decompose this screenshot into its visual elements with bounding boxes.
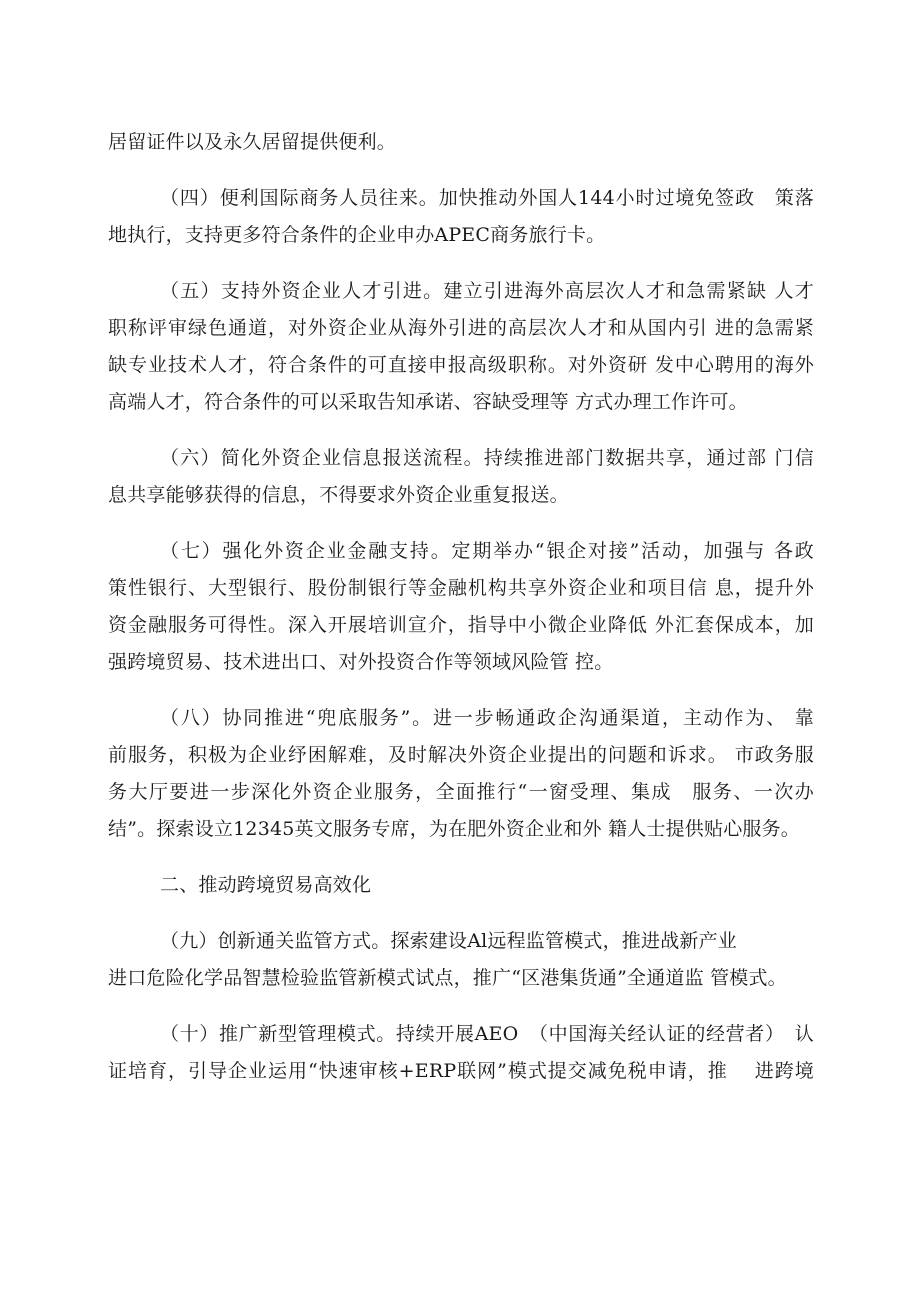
text-line: 缺专业技术人才，符合条件的可直接申报高级职称。对外资研 发中心聘用的海外	[108, 354, 814, 376]
paragraph-item-6	[108, 440, 814, 514]
text-line: 居留证件以及永久居留提供便利。	[108, 131, 397, 153]
section-heading	[108, 867, 814, 904]
paragraph-item-5	[108, 273, 814, 421]
text-line: （五）支持外资企业人才引进。建立引进海外高层次人才和急需紧缺 人才	[160, 280, 814, 302]
section-heading-text: 二、推动跨境贸易高效化	[160, 874, 372, 896]
text-line: （十）推广新型管理模式。持续开展AEO （中国海关经认证的经营者） 认	[160, 1023, 814, 1045]
text-line: 务大厅要进一步深化外资企业服务，全面推行“一窗受理、集成 服务、一次办	[108, 781, 814, 803]
text-line: （六）简化外资企业信息报送流程。持续推进部门数据共享，通过部 门信	[160, 447, 814, 469]
paragraph-item-9	[108, 923, 814, 997]
text-line: 职称评审绿色通道，对外资企业从海外引进的高层次人才和从国内引 进的急需紧	[108, 317, 814, 339]
text-line: （九）创新通关监管方式。探索建设Al远程监管模式，推进战新产业	[160, 930, 737, 952]
text-line: 高端人才，符合条件的可以采取告知承诺、容缺受理等 方式办理工作许可。	[108, 391, 748, 413]
text-line: 息共享能够获得的信息，不得要求外资企业重复报送。	[108, 484, 569, 506]
text-line: （八）协同推进“兜底服务”。进一步畅通政企沟通渠道，主动作为、 靠	[160, 707, 814, 729]
text-line: 策性银行、大型银行、股份制银行等金融机构共享外资企业和项目信 息，提升外	[108, 577, 814, 599]
paragraph-item-4	[108, 180, 814, 254]
text-line: 强跨境贸易、技术进出口、对外投资合作等领域风险管 控。	[108, 651, 614, 673]
paragraph-item-7	[108, 533, 814, 681]
text-line: 证培育，引导企业运用“快速审核+ERP联网”模式提交减免税申请，推 进跨境	[108, 1060, 814, 1082]
text-line: 地执行，支持更多符合条件的企业申办APEC商务旅行卡。	[108, 224, 606, 246]
text-line: 前服务，积极为企业纾困解难，及时解决外资企业提出的问题和诉求。 市政务服	[108, 744, 814, 766]
document-page	[108, 124, 814, 1090]
paragraph-item-8	[108, 700, 814, 848]
paragraph-residence-continued	[108, 124, 814, 161]
text-line: 资金融服务可得性。深入开展培训宣介，指导中小微企业降低 外汇套保成本，加	[108, 614, 814, 636]
text-line: 进口危险化学品智慧检验监管新模式试点，推广“区港集货通”全通道监 管模式。	[108, 967, 787, 989]
paragraph-item-10	[108, 1016, 814, 1090]
text-line: 结”。探索设立12345英文服务专席，为在肥外资企业和外 籍人士提供贴心服务。	[108, 818, 800, 840]
text-line: （七）强化外资企业金融支持。定期举办“银企对接”活动，加强与 各政	[160, 540, 814, 562]
text-line: （四）便利国际商务人员往来。加快推动外国人144小时过境免签政 策落	[160, 187, 814, 209]
